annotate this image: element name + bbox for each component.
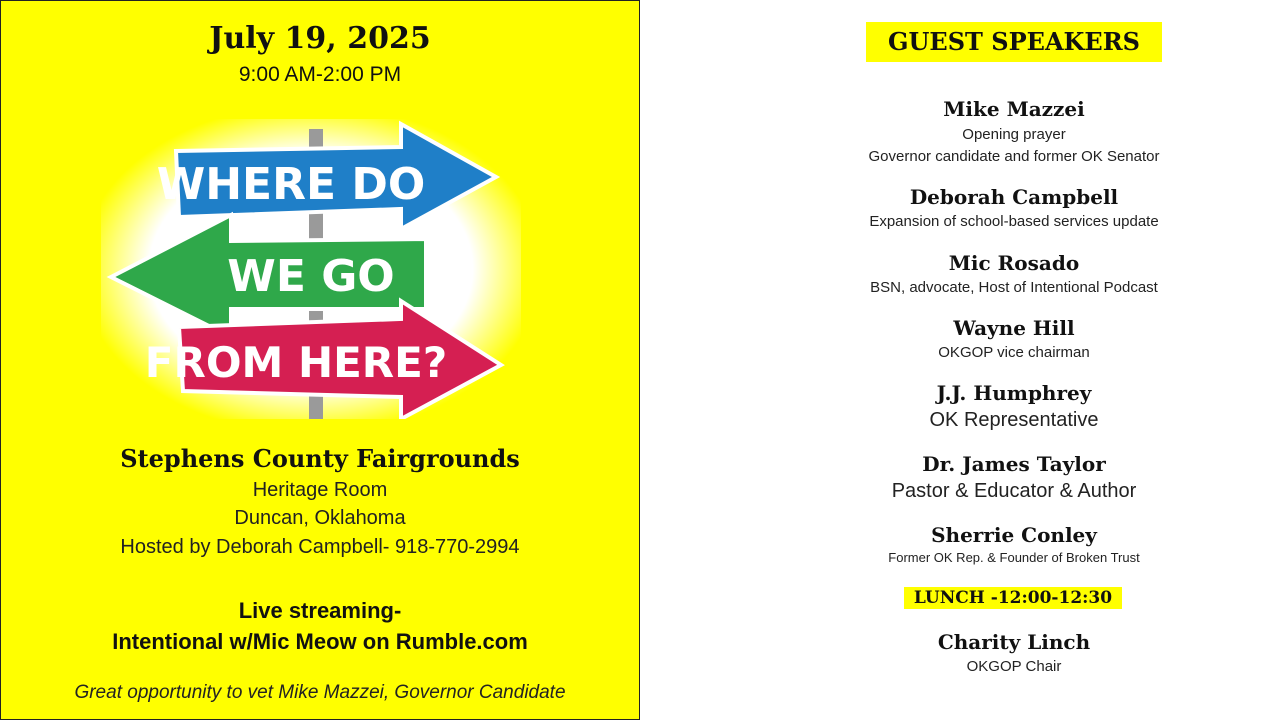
speaker-name: Mic Rosado (948, 251, 1080, 275)
speakers-panel (640, 0, 1280, 720)
venue-name: Stephens County Fairgrounds (120, 444, 520, 473)
speaker-name: Mike Mazzei (943, 97, 1085, 121)
speaker-role: Governor candidate and former OK Senator (868, 148, 1160, 165)
speaker-role: OKGOP vice chairman (938, 344, 1090, 361)
speaker-role: OK Representative (929, 409, 1099, 431)
guest-speakers-heading: GUEST SPEAKERS (866, 22, 1162, 62)
venue-city: Duncan, Oklahoma (234, 507, 406, 529)
speaker-name: Charity Linch (937, 630, 1091, 654)
event-note: Great opportunity to vet Mike Mazzei, Governor Candidate (74, 682, 566, 703)
livestream-line-2: Intentional w/Mic Meow on Rumble.com (112, 629, 528, 654)
sign-text-3: FROM HERE? (144, 338, 448, 387)
livestream-line-1: Live streaming- (238, 598, 402, 623)
speaker-name: Dr. James Taylor (922, 452, 1106, 476)
speaker-role: Pastor & Educator & Author (891, 480, 1137, 502)
lunch-badge: LUNCH -12:00-12:30 (904, 587, 1122, 609)
host-info: Hosted by Deborah Campbell- 918-770-2994 (120, 536, 520, 558)
speaker-name: J.J. Humphrey (936, 381, 1092, 405)
speaker-role: Expansion of school-based services update (869, 213, 1159, 230)
speaker-name: Wayne Hill (953, 316, 1075, 340)
venue-room: Heritage Room (252, 479, 388, 501)
speaker-role: Former OK Rep. & Founder of Broken Trust (888, 550, 1140, 565)
event-time: 9:00 AM-2:00 PM (238, 63, 402, 86)
sign-text-2: WE GO (227, 251, 395, 302)
speaker-role: OKGOP Chair (966, 658, 1062, 675)
speaker-role: Opening prayer (962, 126, 1066, 143)
event-date: July 19, 2025 (209, 21, 431, 56)
speaker-role: BSN, advocate, Host of Intentional Podcast (870, 279, 1158, 296)
sign-text-1: WHERE DO (156, 159, 426, 210)
direction-signs-image (101, 119, 521, 419)
speaker-name: Sherrie Conley (931, 523, 1097, 547)
speaker-name: Deborah Campbell (909, 185, 1119, 209)
